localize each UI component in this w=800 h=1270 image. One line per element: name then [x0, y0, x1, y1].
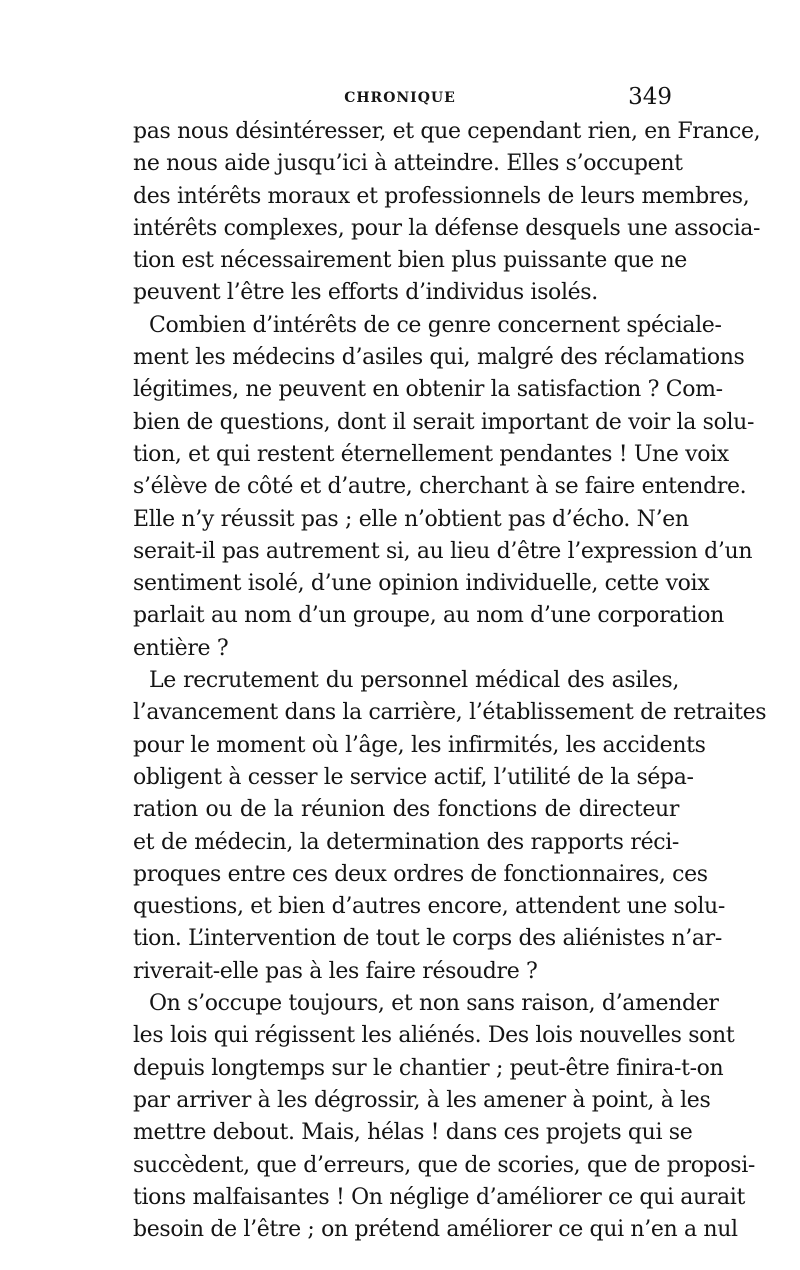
text-line: mettre debout. Mais, hélas ! dans ces projets qui se	[133, 1120, 693, 1146]
text-line: tions malfaisantes ! On néglige d’améliorer ce qui aurait	[133, 1184, 745, 1210]
text-line: intérêts complexes, pour la défense desquels une associa-	[133, 215, 761, 241]
text-line: peuvent l’être les efforts d’individus isolés.	[133, 280, 598, 306]
text-line: riverait-elle pas à les faire résoudre ?	[133, 958, 538, 984]
text-line: besoin de l’être ; on prétend améliorer ce qui n’en a nul	[133, 1217, 738, 1243]
text-line: bien de questions, dont il serait important de voir la solu-	[133, 409, 755, 435]
text-line: pour le moment où l’âge, les infirmités, les accidents	[133, 732, 706, 758]
text-line: questions, et bien d’autres encore, attendent une solu-	[133, 894, 725, 920]
text-line: par arriver à les dégrossir, à les amener à point, à les	[133, 1087, 711, 1113]
text-line: et de médecin, la determination des rapports réci-	[133, 829, 679, 855]
text-line: s’élève de côté et d’autre, cherchant à se faire entendre.	[133, 474, 747, 500]
text-line: les lois qui régissent les aliénés. Des lois nouvelles sont	[133, 1023, 735, 1049]
body-text	[133, 116, 767, 1246]
text-line: entière ?	[133, 635, 229, 661]
text-line: pas nous désintéresser, et que cependant rien, en France,	[133, 119, 761, 144]
text-line: ration ou de la réunion des fonctions de directeur	[133, 797, 679, 823]
text-line: serait-il pas autrement si, au lieu d’être l’expression d’un	[133, 538, 753, 564]
text-line: proques entre ces deux ordres de fonctionnaires, ces	[133, 861, 708, 887]
text-line: tion, et qui restent éternellement pendantes ! Une voix	[133, 441, 729, 467]
text-line: tion est nécessairement bien plus puissante que ne	[133, 248, 687, 274]
text-line: ne nous aide jusqu’ici à atteindre. Elles s’occupent	[133, 151, 683, 177]
text-line: sentiment isolé, d’une opinion individuelle, cette voix	[133, 571, 710, 597]
text-line: obligent à cesser le service actif, l’utilité de la sépa-	[133, 764, 694, 790]
text-line: depuis longtemps sur le chantier ; peut-être finira-t-on	[133, 1055, 724, 1081]
text-line: parlait au nom d’un groupe, au nom d’une corporation	[133, 603, 724, 629]
paragraph-start-line: Combien d’intérêts de ce genre concernent spéciale-	[149, 312, 722, 338]
text-line: ment les médecins d’asiles qui, malgré des réclamations	[133, 345, 745, 371]
text-line: légitimes, ne peuvent en obtenir la satisfaction ? Com-	[133, 377, 723, 403]
text-line: Elle n’y réussit pas ; elle n’obtient pas d’écho. N’en	[133, 506, 689, 532]
paragraph-start-line: On s’occupe toujours, et non sans raison, d’amender	[149, 991, 719, 1017]
text-line: succèdent, que d’erreurs, que de scories, que de proposi-	[133, 1152, 756, 1178]
text-line: tion. L’intervention de tout le corps des aliénistes n’ar-	[133, 926, 722, 952]
text-line: des intérêts moraux et professionnels de leurs membres,	[133, 183, 750, 209]
paragraph-start-line: Le recrutement du personnel médical des asiles,	[149, 668, 679, 694]
page-number: 349	[628, 84, 672, 110]
text-line: l’avancement dans la carrière, l’établissement de retraites	[133, 700, 767, 726]
running-head	[122, 84, 678, 114]
running-title: CHRONIQUE	[344, 90, 456, 106]
